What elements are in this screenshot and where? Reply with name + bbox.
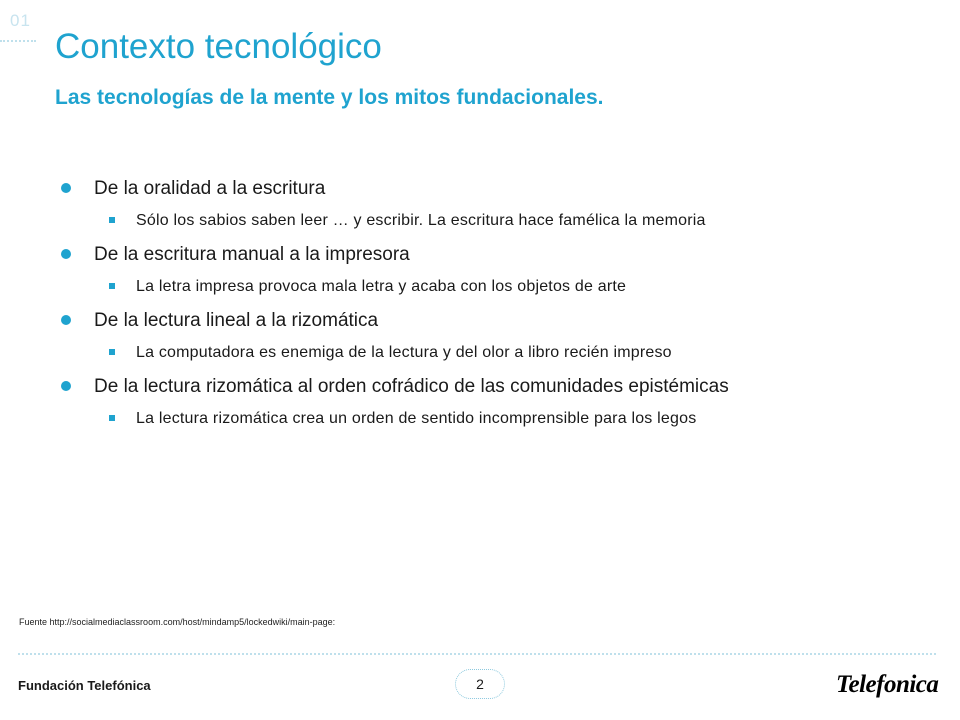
- section-divider: [0, 40, 36, 42]
- sub-bullet-text: La letra impresa provoca mala letra y acaba con los objetos de arte: [136, 278, 627, 295]
- bullet-dot: [61, 381, 71, 391]
- slide-title: Contexto tecnológico: [55, 27, 382, 66]
- section-number: 01: [10, 11, 31, 30]
- bullet-text: De la lectura lineal a la rizomática: [94, 310, 379, 331]
- bullet-dot: [61, 315, 71, 325]
- source-note: Fuente http://socialmediaclassroom.com/host/mindamp5/lockedwiki/main-page:: [19, 617, 336, 627]
- bullet-text: De la lectura rizomática al orden cofrádico de las comunidades epistémicas: [94, 376, 729, 397]
- sub-bullet-square: [109, 217, 115, 223]
- footer-organization: Fundación Telefónica: [18, 678, 151, 693]
- bullet-dot: [61, 183, 71, 193]
- slide-subtitle: Las tecnologías de la mente y los mitos fundacionales.: [55, 86, 604, 109]
- sub-bullet-text: La computadora es enemiga de la lectura y del olor a libro recién impreso: [136, 344, 672, 361]
- footer-divider: [18, 653, 936, 655]
- bullet-text: De la escritura manual a la impresora: [94, 244, 410, 265]
- sub-bullet-square: [109, 349, 115, 355]
- sub-bullet-text: Sólo los sabios saben leer … y escribir. La escritura hace famélica la memoria: [136, 212, 706, 229]
- bullet-dot: [61, 249, 71, 259]
- sub-bullet-square: [109, 415, 115, 421]
- sub-bullet-square: [109, 283, 115, 289]
- bullet-text: De la oralidad a la escritura: [94, 178, 326, 199]
- page-number: 2: [455, 669, 505, 699]
- telefonica-logo: [832, 664, 940, 700]
- logo-wordmark: Telefonica: [836, 671, 939, 698]
- sub-bullet-text: La lectura rizomática crea un orden de sentido incomprensible para los legos: [136, 410, 697, 427]
